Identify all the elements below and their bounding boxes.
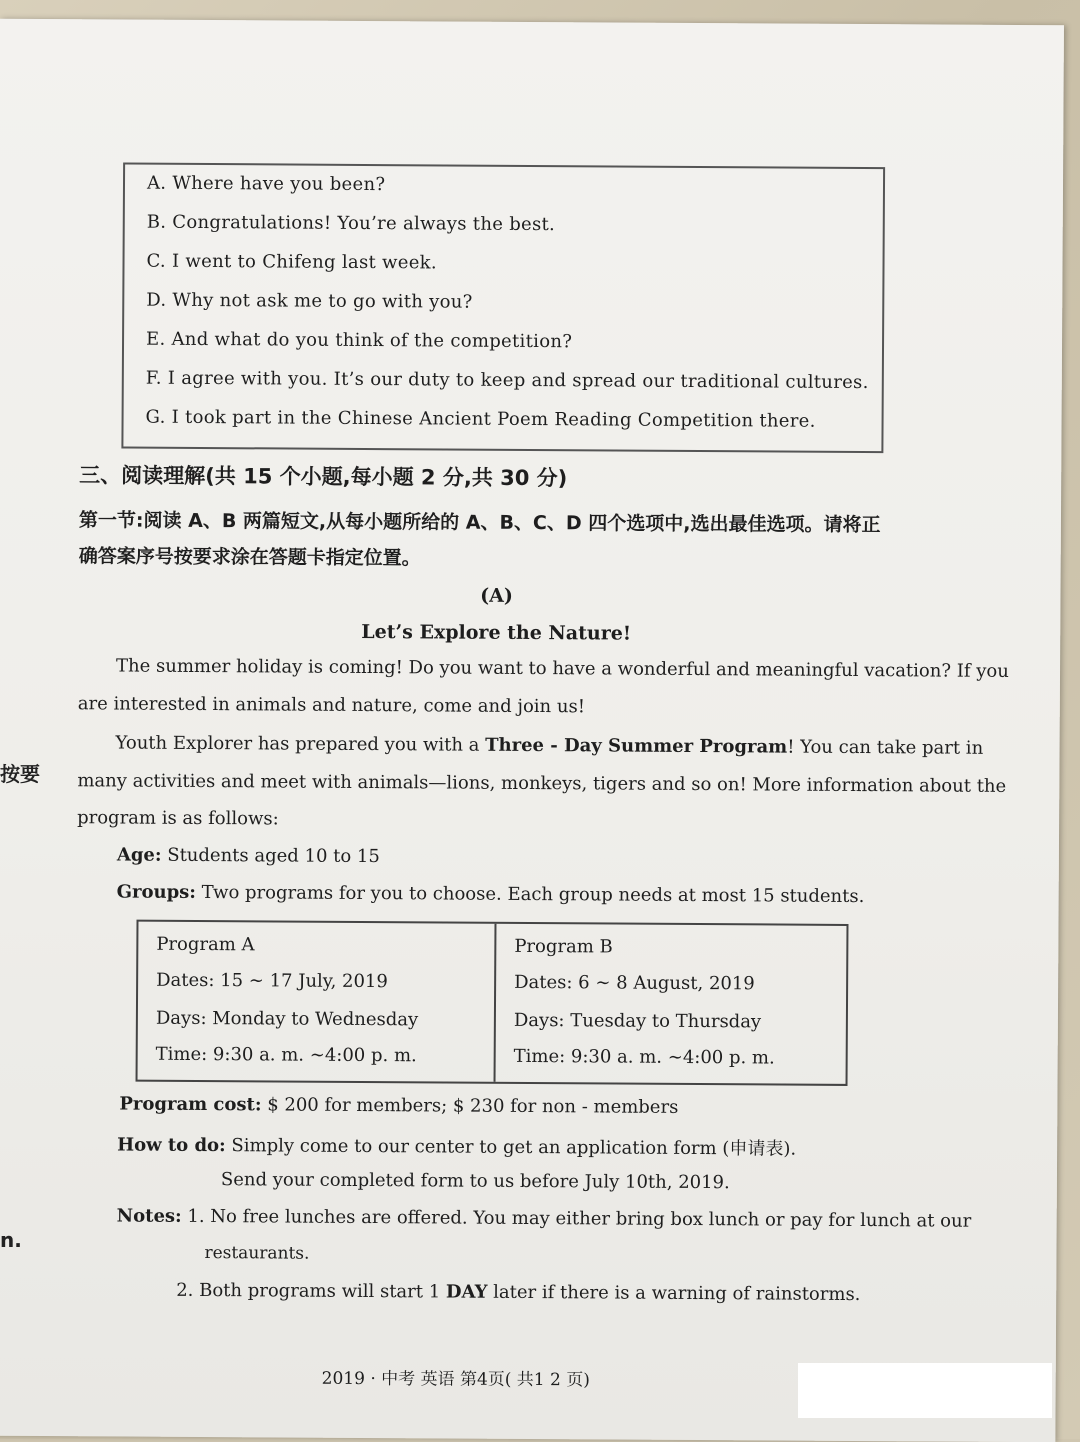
option-b: B. Congratulations! You’re always the best. <box>146 211 556 236</box>
option-f: F. I agree with you. It’s our duty to keep and spread our traditional cultures. <box>145 367 869 394</box>
answer-options-box <box>121 163 885 454</box>
notes-line-1-cont: restaurants. <box>204 1243 310 1264</box>
paragraph-2-text-end: ! You can take part in <box>787 736 984 759</box>
notes-line-1 <box>116 1205 972 1232</box>
option-a: A. Where have you been? <box>146 172 386 196</box>
margin-fragment-lower: n. <box>0 1228 22 1252</box>
exam-page <box>0 19 1064 1442</box>
program-highlight: Three - Day Summer Program <box>485 734 788 758</box>
cost-text: $ 200 for members; $ 230 for non - members <box>261 1094 679 1118</box>
cost-label: Program cost: <box>119 1093 262 1116</box>
section-title: 三、阅读理解(共 15 个小题,每小题 2 分,共 30 分) <box>79 463 568 491</box>
note-2-text-end: later if there is a warning of rainstorms. <box>487 1281 861 1306</box>
program-b-dates: Dates: 6 ~ 8 August, 2019 <box>514 971 755 995</box>
program-b-time: Time: 9:30 a. m. ~4:00 p. m. <box>513 1045 775 1069</box>
option-c: C. I went to Chifeng last week. <box>146 250 437 274</box>
groups-text: Two programs for you to choose. Each group needs at most 15 students. <box>195 881 865 908</box>
program-a-dates: Dates: 15 ~ 17 July, 2019 <box>156 969 388 993</box>
passage-title: Let’s Explore the Nature! <box>361 620 632 645</box>
white-cover-patch <box>798 1363 1052 1418</box>
page-footer: 2019 · 中考 英语 第4页( 共1 2 页) <box>321 1368 590 1391</box>
note-2-line <box>176 1280 1010 1306</box>
program-a-name: Program A <box>156 933 255 956</box>
paragraph-2-line-3: program is as follows: <box>77 807 279 830</box>
age-line <box>117 844 951 870</box>
age-text: Students aged 10 to 15 <box>161 844 380 868</box>
program-a-days: Days: Monday to Wednesday <box>155 1007 419 1031</box>
paragraph-2-line-1 <box>78 732 984 759</box>
option-e: E. And what do you think of the competition? <box>145 328 573 353</box>
program-cost-line <box>119 1093 953 1119</box>
option-d: D. Why not ask me to go with you? <box>146 289 473 313</box>
how-to-text: Simply come to our center to get an application form (申请表). <box>225 1135 797 1160</box>
program-b-name: Program B <box>514 935 613 958</box>
notes-label: Notes: <box>116 1205 182 1227</box>
paragraph-1-line-2: are interested in animals and nature, come and join us! <box>77 693 586 718</box>
note-2-highlight: DAY <box>445 1281 488 1303</box>
section-instruction: 第一节:阅读 A、B 两篇短文,从每小题所给的 A、B、C、D 四个选项中,选出最佳选项。请将正 <box>78 509 881 537</box>
paragraph-2-text: Youth Explorer has prepared you with a <box>115 732 486 756</box>
paragraph-1-line-1: The summer holiday is coming! Do you want to have a wonderful and meaningful vacation? If you <box>115 655 1009 682</box>
passage-label: (A) <box>480 584 513 607</box>
age-label: Age: <box>116 844 162 866</box>
how-to-line-2: Send your completed form to us before July 10th, 2019. <box>220 1169 730 1194</box>
how-to-label: How to do: <box>117 1134 226 1157</box>
how-to-line <box>117 1130 951 1161</box>
note-2-text: 2. Both programs will start 1 <box>176 1279 447 1303</box>
groups-label: Groups: <box>116 881 197 903</box>
program-b-cell <box>496 924 847 1084</box>
program-a-cell <box>138 922 497 1082</box>
program-b-days: Days: Tuesday to Thursday <box>513 1009 762 1033</box>
margin-fragment-upper: 按要 <box>0 762 40 786</box>
note-1-text: 1. No free lunches are offered. You may either bring box lunch or pay for lunch at our <box>181 1205 972 1232</box>
paragraph-2-line-2: many activities and meet with animals—lions, monkeys, tigers and so on! More information about the <box>77 770 1007 797</box>
section-instruction-cont: 确答案序号按要求涂在答题卡指定位置。 <box>78 545 421 570</box>
option-g: G. I took part in the Chinese Ancient Poem Reading Competition there. <box>145 406 816 432</box>
groups-line <box>117 881 951 907</box>
program-a-time: Time: 9:30 a. m. ~4:00 p. m. <box>155 1043 417 1067</box>
program-table <box>136 920 849 1086</box>
